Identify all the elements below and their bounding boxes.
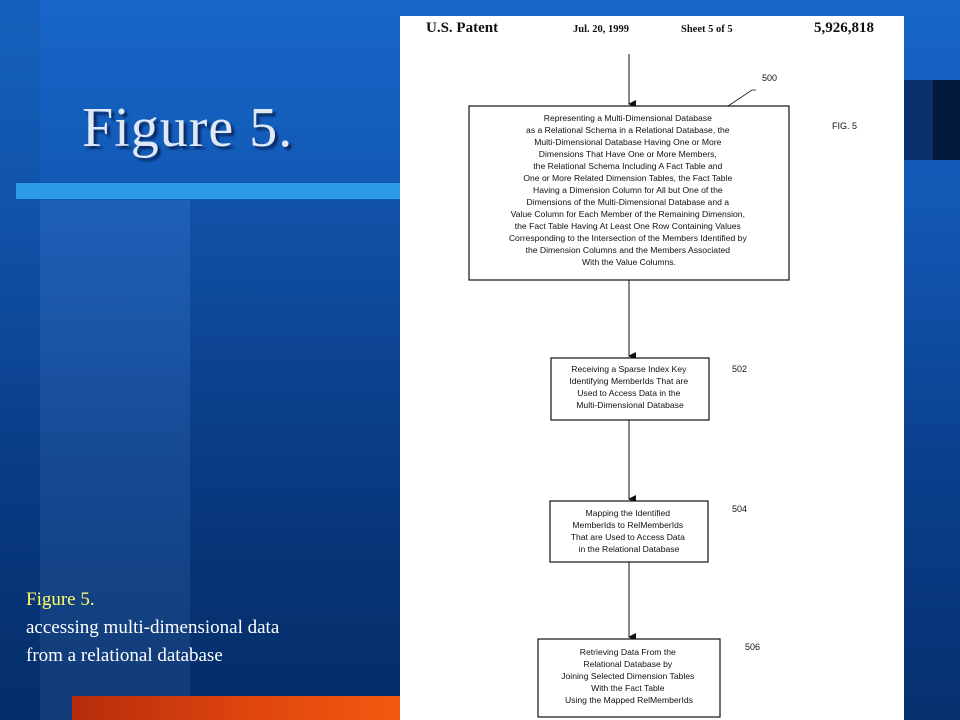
step-500-text: Representing a Multi-Dimensional Database as a Relational Schema in a Relational Database, the Multi-Dimensional Database Having One or More Dimensions That Have One or More Members, the Relational Schema Including A Fact Table and One or More Related Dimension Tables, the Fact Table Having a Dimension Column for All but One of the Dimensions of the Multi-Dimensional Database and a Value Column for Each Member of the Remaining Dimension, the Fact Table Having At Least One Row Containing Values Corresponding to the Intersection of the Members Identified by the Dimension Columns and the Members Associated With the Value Columns. — [508, 113, 747, 267]
caption-line: from a relational database — [26, 645, 223, 666]
patent-header-date: Jul. 20, 1999 — [573, 24, 630, 35]
step-ref-500: 500 — [762, 73, 778, 83]
dark-accent-block-inner — [903, 80, 933, 160]
flowchart — [400, 16, 904, 720]
step-ref-504: 504 — [732, 504, 748, 514]
orange-accent-bar — [72, 696, 402, 720]
patent-header-left: U.S. Patent — [426, 20, 499, 36]
patent-header-sheet: Sheet 5 of 5 — [681, 24, 733, 35]
step-504-text: Mapping the Identified MemberIds to RelMemberIds That are Used to Access Data in the Relational Database — [570, 508, 685, 554]
step-ref-502: 502 — [732, 364, 748, 374]
slide-title: Figure 5. — [82, 97, 294, 159]
caption-line: accessing multi-dimensional data — [26, 617, 280, 638]
step-ref-506: 506 — [745, 642, 761, 652]
patent-drawing — [400, 16, 904, 720]
patent-header-number: 5,926,818 — [814, 20, 874, 36]
caption — [26, 586, 279, 670]
ref-leader — [728, 90, 756, 106]
step-502-text: Receiving a Sparse Index Key Identifying MemberIds That are Used to Access Data in the Multi-Dimensional Database — [569, 364, 689, 410]
step-506-text: Retrieving Data From the Relational Database by Joining Selected Dimension Tables With the Fact Table Using the Mapped RelMemberIds — [561, 647, 695, 705]
fig-label: FIG. 5 — [832, 121, 858, 131]
caption-title: Figure 5. — [26, 589, 95, 610]
accent-bar — [16, 183, 416, 199]
